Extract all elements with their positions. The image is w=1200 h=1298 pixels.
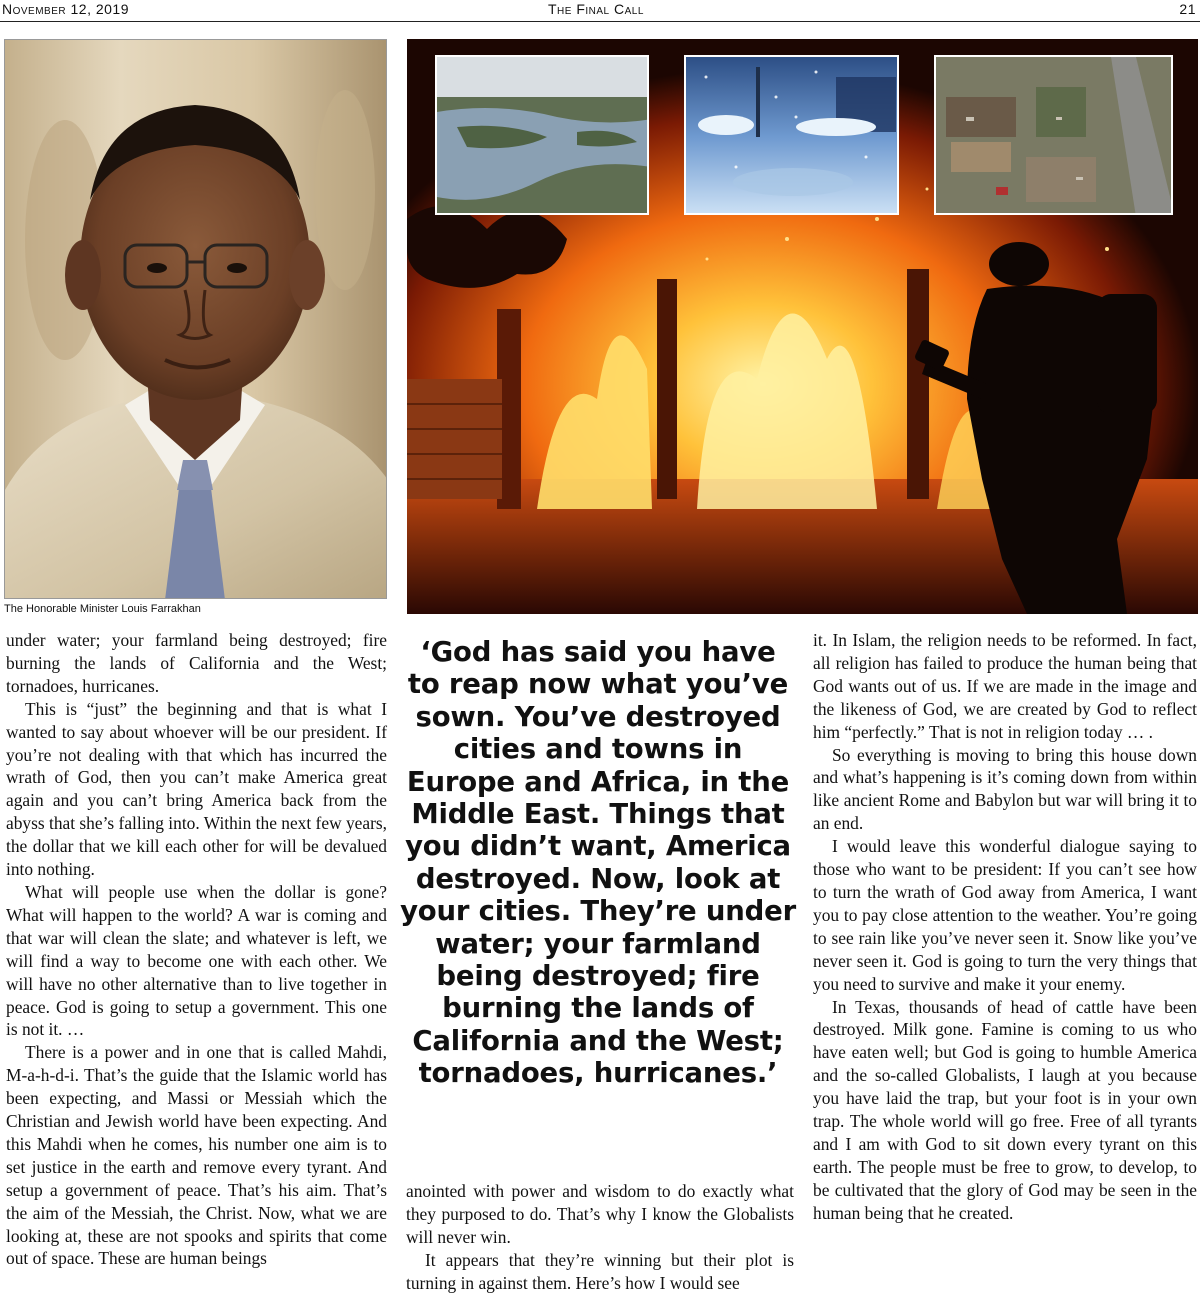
flood-aerial-photo (435, 55, 649, 215)
paragraph: anointed with power and wisdom to do exactly what they purposed to do. That’s why I know the Globalists will never win. (406, 1181, 794, 1247)
paragraph: it. In Islam, the religion needs to be reformed. In fact, all religion has failed to produce the human being that God wants out of us. If we are made in the image and the likeness of God, we are created by God to reflect him “perfectly.” That is not in religion today … . (813, 630, 1197, 742)
paragraph: What will people use when the dollar is gone? What will happen to the world? A war is coming and that war will clean the slate; and whatever is left, we will find a way to become one with each other. We will have no other alternative than to live together in peace. God is going to setup a government. This one is not it. … (6, 881, 387, 1040)
paragraph: This is “just” the beginning and that is what I wanted to say about whoever will be our president. If you’re not dealing with that which has incurred the wrath of God, then you can’t make America great again and you can’t bring America back from the abyss that she’s falling into. Within the next few years, the dollar that we kill each other for will be devalued into nothing. (6, 698, 388, 880)
paragraph: So everything is moving to bring this house down and what’s happening is it’s coming down from within like ancient Rome and Babylon but war will bring it to an end. (813, 744, 1197, 834)
article-column-1 (6, 629, 387, 1270)
paragraph: In Texas, thousands of head of cattle have been destroyed. Milk gone. Famine is coming to us who have eaten well; but God is going to humble America and the so-called Globalists, I laugh at you because you have laid the trap, but your foot is in your own trap. The whole world will go free. Free of all tyrants and I am with God to sit down every tyrant on this earth. The people must be free to grow, to develop, to be cultivated that the glory of God may be seen in the human being that he created. (813, 996, 1197, 1223)
masthead (0, 0, 1200, 22)
paragraph: It appears that they’re winning but their plot is turning in against them. Here’s how I would see (406, 1249, 794, 1293)
pull-quote: ‘God has said you have to reap now what you’ve sown. You’ve destroyed cities and towns in Europe and Africa, in the Middle East. Things that you didn’t want, America destroyed. Now, look at your cities. They’re under water; your farmland being destroyed; fire burning the lands of California and the West; tornadoes, hurricanes.’ (400, 636, 796, 1090)
house-fire-with-firefighter-photo (407, 39, 1198, 614)
tornado-damage-aerial-photo (934, 55, 1173, 215)
issue-date: November 12, 2019 (2, 1, 130, 17)
paragraph: There is a power and in one that is called Mahdi, M-a-h-d-i. That’s the guide that the Islamic world has been expecting, and Massi or Messiah which the Christian and Jewish world have been expecting. And this Mahdi when he comes, his number one aim is to set justice in the earth and remove every tyrant. And setup a government of peace. That’s his aim. That’s the aim of the Messiah, the Christ. Now, what we are looking at, these are not spooks and spirits that come out of space. These are human beings (6, 1042, 387, 1269)
article-column-3 (813, 629, 1197, 1225)
snowstorm-street-photo (684, 55, 899, 215)
article-column-2 (406, 1180, 794, 1295)
paragraph: under water; your farmland being destroyed; fire burning the lands of California and the West; tornadoes, hurricanes. (6, 630, 387, 696)
portrait-photo (4, 39, 387, 599)
photo-caption: The Honorable Minister Louis Farrakhan (4, 603, 201, 615)
publication-name: The Final Call (548, 1, 644, 17)
paragraph: I would leave this wonderful dialogue saying to those who want to be president: If you can’t see how to turn the wrath of God away from America, I want you to pay close attention to the weather. You’re going to see rain like you’ve never seen it. Snow like you’ve never seen it. God is going to turn the very things that you need to survive and make it your enemy. (813, 836, 1197, 994)
page-number: 21 (1179, 1, 1196, 17)
